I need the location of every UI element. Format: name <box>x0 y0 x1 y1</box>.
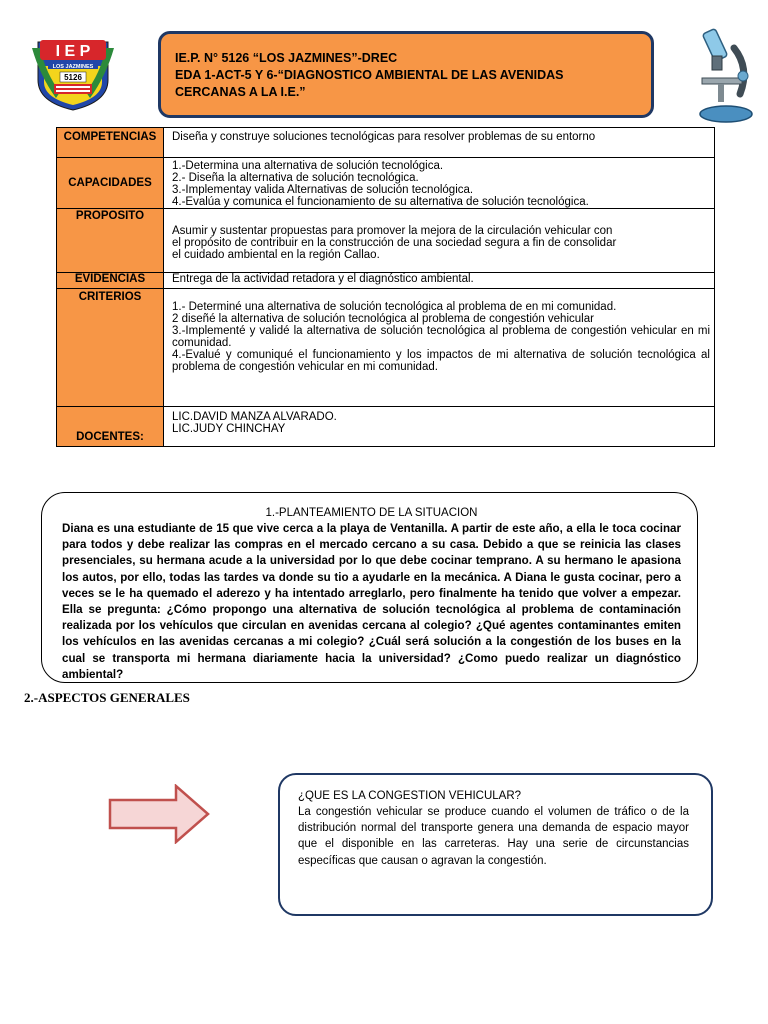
capacidades-value <box>164 158 715 209</box>
congestion-question: ¿QUE ES LA CONGESTION VEHICULAR? <box>298 790 522 802</box>
school-logo <box>30 36 116 112</box>
table-row <box>57 407 715 447</box>
situation-title: 1.-PLANTEAMIENTO DE LA SITUACION <box>265 507 478 519</box>
table-row <box>57 158 715 209</box>
list-item: el propósito de contribuir en la construcción de una sociedad segura a fin de consolidar <box>172 237 617 249</box>
list-item: 2.- Diseña la alternativa de solución tecnológica. <box>172 172 419 184</box>
proposito-value <box>164 209 715 273</box>
list-item: 1.- Determiné una alternativa de solución tecnológica al problema de en mi comunidad. <box>172 301 617 313</box>
logo-number: 5126 <box>64 73 82 82</box>
list-item: el cuidado ambiental en la región Callao. <box>172 249 380 261</box>
list-item: 4.-Evalúa y comunica el funcionamiento de su alternativa de solución tecnológica. <box>172 196 589 208</box>
competencias-label: COMPETENCIAS <box>57 128 164 158</box>
microscope-icon <box>688 28 758 124</box>
congestion-answer: La congestión vehicular se produce cuando el volumen de tráfico o de la distribución normal del transporte genera una demanda de espacio mayor que el disponible en las carreteras. Hay una serie de circunstancias específicas que causan o agravan la congestión. <box>298 806 689 867</box>
header-line-1: IE.P. N° 5126 “LOS JAZMINES”-DREC <box>175 51 398 65</box>
competency-table <box>56 127 715 447</box>
congestion-definition-box <box>278 773 713 916</box>
list-item: LIC.JUDY CHINCHAY <box>172 423 286 435</box>
criterios-value <box>164 289 715 407</box>
docentes-value <box>164 407 715 447</box>
header-line-3: CERCANAS A LA I.E.” <box>175 85 306 99</box>
table-row <box>57 289 715 407</box>
list-item: Asumir y sustentar propuestas para promover la mejora de la circulación vehicular con <box>172 225 613 237</box>
evidencias-label: EVIDENCIAS <box>57 273 164 289</box>
section-heading: 2.-ASPECTOS GENERALES <box>24 690 190 705</box>
header-title-box <box>158 31 654 118</box>
situation-body: Diana es una estudiante de 15 que vive cerca a la playa de Ventanilla. A partir de este año, a ella le toca cocinar para todos y debe realizar las compras en el mercado cercano a su casa. Debido a que se reinicia las clases presenciales, su hermana acude a la universidad por lo que debe cocinar temprano. A su hermano le apasiona los autos, por ello, todas las tardes va donde su tio a ayudarle en la mecánica. A Diana le gusta cocinar, pero a veces se le ha quemado el aderezo y ha intentado arreglarlo, pero finalmente ha tenido que volver a empezar. Ella se pregunta: ¿Cómo propongo una alternativa de solución tecnológica al problema de contaminación realizada por los vehículos que circulan en avenidas cercana al colegio? ¿Qué agentes contaminantes emiten los vehículos en las avenidas cercanas a mi colegio? ¿Cuál será solución a la congestión de los buses en la cual se transporta mi hermana diariamente hacia la universidad? ¿Como puedo realizar un diagnóstico ambiental? <box>62 522 681 681</box>
table-row <box>57 273 715 289</box>
capacidades-label: CAPACIDADES <box>57 158 164 209</box>
competencias-value: Diseña y construye soluciones tecnológicas para resolver problemas de su entorno <box>164 128 715 158</box>
list-item: 4.-Evalué y comuniqué el funcionamiento y los impactos de mi alternativa de solución tecnológica al problema de congestión vehicular en mi comunidad. <box>172 349 710 373</box>
table-row <box>57 128 715 158</box>
list-item: 3.-Implementé y validé la alternativa de solución tecnológica al problema de congestión vehicular en mi comunidad. <box>172 325 710 349</box>
evidencias-value: Entrega de la actividad retadora y el diagnóstico ambiental. <box>164 273 715 289</box>
table-row <box>57 209 715 273</box>
logo-school-name: LOS JAZMINES <box>52 64 94 70</box>
situation-box <box>41 492 698 683</box>
docentes-label: DOCENTES: <box>57 407 164 447</box>
list-item: 1.-Determina una alternativa de solución tecnológica. <box>172 160 444 172</box>
list-item: LIC.DAVID MANZA ALVARADO. <box>172 411 337 423</box>
arrow-right-icon <box>108 784 212 844</box>
header-line-2: EDA 1-ACT-5 Y 6-“DIAGNOSTICO AMBIENTAL DE LAS AVENIDAS <box>175 68 564 82</box>
logo-letters: I E P <box>55 43 91 60</box>
proposito-label: PROPOSITO <box>57 209 164 273</box>
criterios-label: CRITERIOS <box>57 289 164 407</box>
list-item: 2 diseñé la alternativa de solución tecnológica al problema de congestión vehicular <box>172 313 594 325</box>
list-item: 3.-Implementay valida Alternativas de solución tecnológica. <box>172 184 474 196</box>
